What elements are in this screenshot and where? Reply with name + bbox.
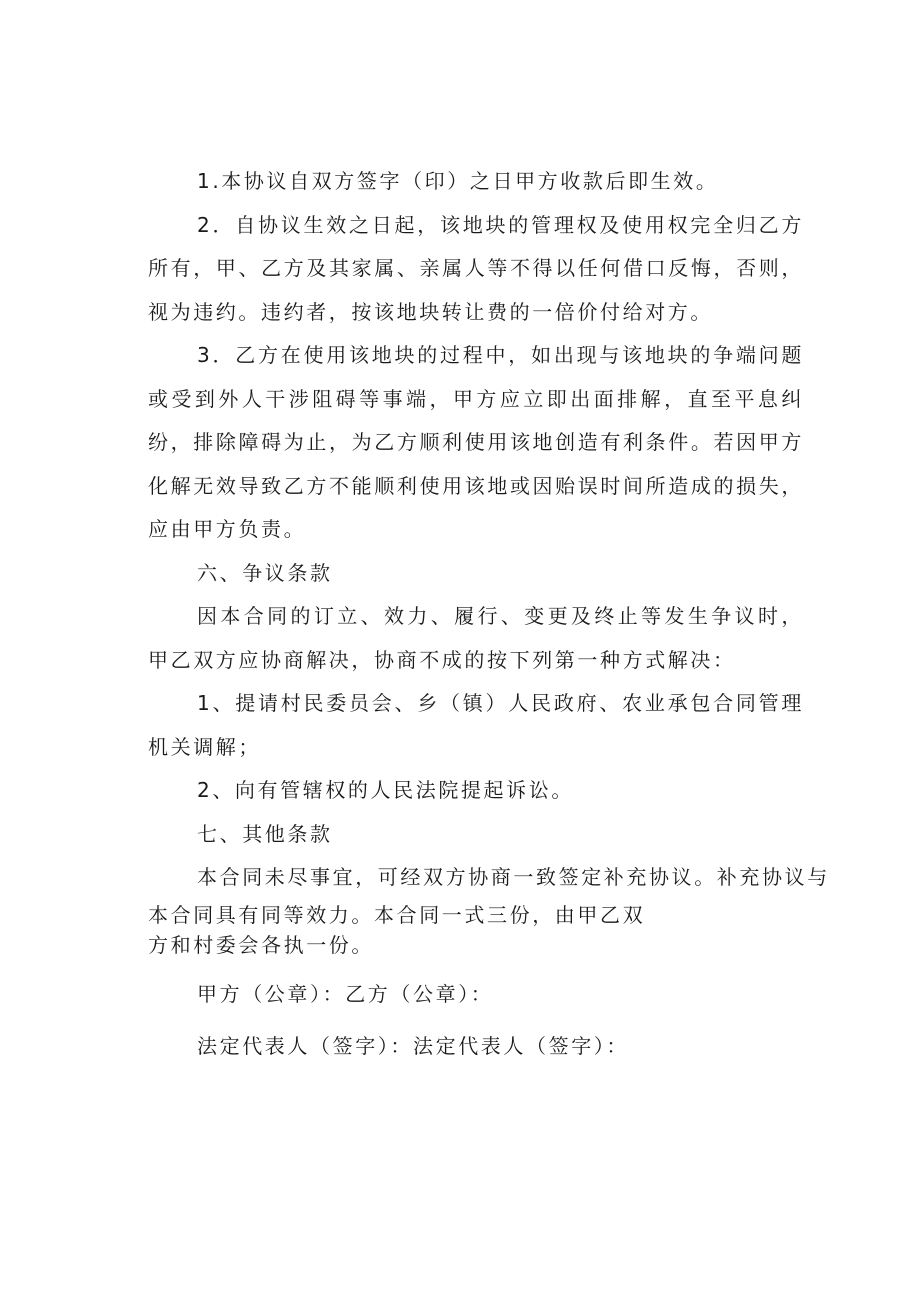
signature-parties: 甲方（公章）：乙方（公章）： [197,981,494,1006]
section-6-heading: 六、争议条款 [197,560,333,585]
section-6-option-1: 1、提请村民委员会、乡（镇）人民政府、农业承包合同管理机关调解； [148,691,804,759]
section-7-body-line-2: 本合同具有同等效力。本合同一式三份，由甲乙双 [148,902,646,927]
section-6-intro: 因本合同的订立、效力、履行、变更及终止等发生争议时，甲乙双方应协商解决，协商不成的按下列第一种方式解决： [148,604,804,672]
section-7-body-line-1: 本合同未尽事宜，可经双方协商一致签定补充协议。补充协议与 [197,865,830,889]
clause-5-3: 3．乙方在使用该地块的过程中，如出现与该地块的争端问题或受到外人干涉阻碍等事端，甲方应立即出面排解，直至平息纠纷，排除障碍为止，为乙方顺利使用该地创造有利条件。若因甲方化解无效导致乙方不能顺利使用该地或因贻误时间所造成的损失，应由甲方负责。 [148,343,804,541]
section-6-option-2: 2、向有管辖权的人民法院提起诉讼。 [197,778,574,802]
section-7-heading: 七、其他条款 [197,821,333,846]
spacer [148,960,804,968]
document-body [148,160,830,1072]
clause-5-2: 2．自协议生效之日起，该地块的管理权及使用权完全归乙方所有，甲、乙方及其家属、亲属人等不得以任何借口反悔，否则，视为违约。违约者，按该地块转让费的一倍价付给对方。 [148,212,804,324]
clause-5-1: 1.本协议自双方签字（印）之日甲方收款后即生效。 [197,169,719,193]
signature-representatives: 法定代表人（签字）：法定代表人（签字）： [197,1033,629,1058]
section-7-body-line-3: 方和村委会各执一份。 [148,932,374,957]
